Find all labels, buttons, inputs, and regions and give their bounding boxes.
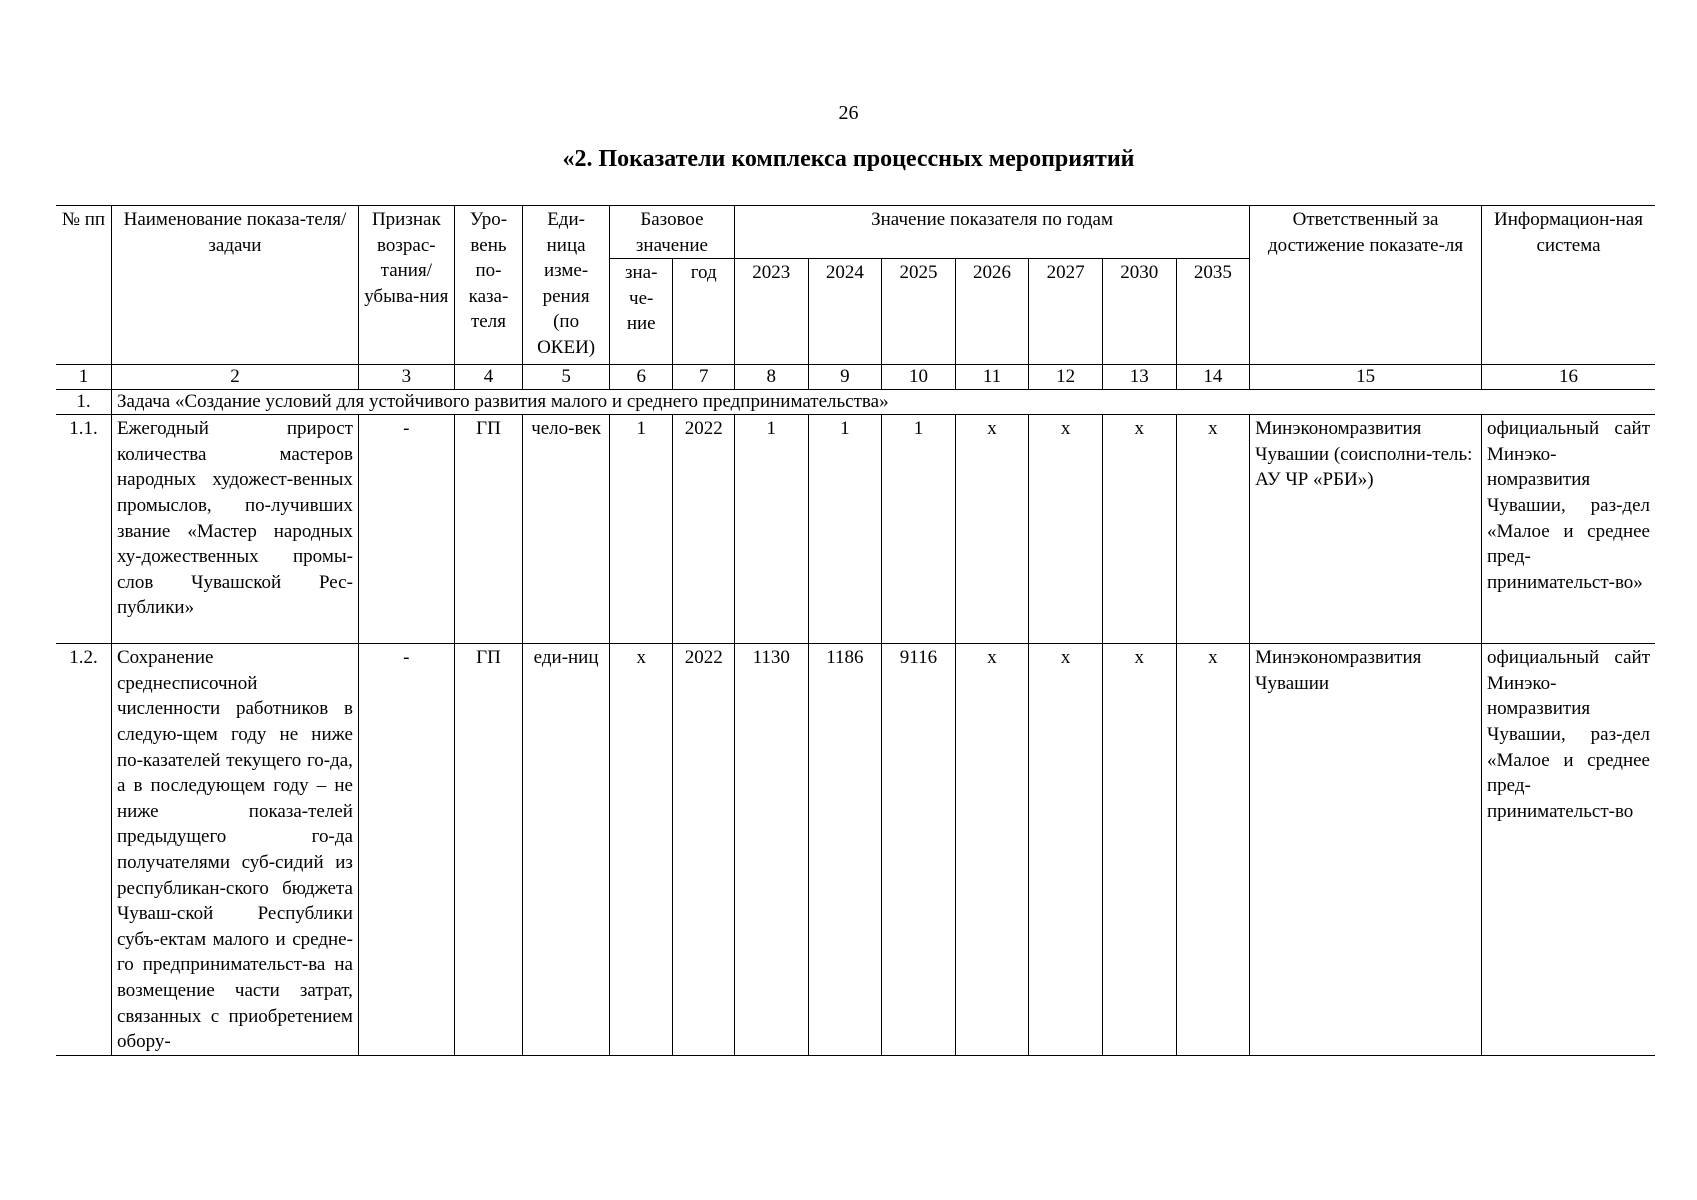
header-base-year: год [673, 259, 735, 365]
column-number: 16 [1482, 365, 1656, 390]
column-number: 12 [1029, 365, 1103, 390]
row-value-2027: х [1029, 415, 1103, 644]
row-level: ГП [454, 415, 523, 644]
indicators-table-container [56, 205, 1655, 1056]
header-level: Уро-вень по-каза-теля [454, 206, 523, 365]
column-number: 13 [1102, 365, 1176, 390]
row-value-2035: х [1176, 644, 1250, 1056]
row-responsible: Минэкономразвития Чувашии [1250, 644, 1482, 1056]
column-numbers-row [56, 365, 1655, 390]
row-base-value: х [609, 644, 673, 1056]
row-value-2023: 1130 [734, 644, 808, 1056]
column-number: 10 [882, 365, 956, 390]
row-indicator-name: Сохранение среднесписочной численности работников в следую-щем году не ниже по-казателей текущего го-да, а в последующем году – не ниже показа-телей предыдущего го-да получателями суб-сидий из республикан-ского бюджета Чуваш-ской Республики субъ-ектам малого и средне-го предпринимательст-ва на возмещение части затрат, связанных с приобретением обору- [111, 644, 358, 1056]
task-row [56, 390, 1655, 415]
row-info-system: официальный сайт Минэко-номразвития Чувашии, раз-дел «Малое и среднее пред-принимательст-во [1482, 644, 1656, 1056]
row-indicator-name: Ежегодный прирост количества мастеров народных художест-венных промыслов, по-лучивших звание «Мастер народных ху-дожественных промы-слов Чувашской Рес-публики» [111, 415, 358, 644]
header-year-2030: 2030 [1102, 259, 1176, 365]
row-responsible: Минэкономразвития Чувашии (соисполни-тель: АУ ЧР «РБИ») [1250, 415, 1482, 644]
column-number: 9 [808, 365, 882, 390]
row-num: 1.2. [56, 644, 111, 1056]
task-text: Задача «Создание условий для устойчивого развития малого и среднего предпринимательства» [111, 390, 1655, 415]
header-unit: Еди-ница изме-рения (по ОКЕИ) [523, 206, 610, 365]
indicators-table [56, 205, 1655, 1056]
header-base: Базовое значение [609, 206, 734, 259]
page-number: 26 [838, 102, 859, 124]
row-unit: еди-ниц [523, 644, 610, 1056]
row-level: ГП [454, 644, 523, 1056]
header-year-2025: 2025 [882, 259, 956, 365]
column-number: 3 [358, 365, 454, 390]
column-number: 6 [609, 365, 673, 390]
row-info-system: официальный сайт Минэко-номразвития Чувашии, раз-дел «Малое и среднее пред-принимательст-во» [1482, 415, 1656, 644]
row-value-2025: 9116 [882, 644, 956, 1056]
column-number: 7 [673, 365, 735, 390]
header-responsible: Ответственный за достижение показате-ля [1250, 206, 1482, 365]
column-number: 11 [955, 365, 1029, 390]
row-value-2026: х [955, 644, 1029, 1056]
header-year-2035: 2035 [1176, 259, 1250, 365]
header-year-2027: 2027 [1029, 259, 1103, 365]
row-value-2024: 1186 [808, 644, 882, 1056]
row-value-2026: х [955, 415, 1029, 644]
header-sign: Признак возрас-тания/ убыва-ния [358, 206, 454, 365]
header-num: № пп [56, 206, 111, 365]
row-unit: чело-век [523, 415, 610, 644]
row-value-2030: х [1102, 644, 1176, 1056]
column-number: 5 [523, 365, 610, 390]
header-base-value: зна-че-ние [609, 259, 673, 365]
table-row [56, 644, 1655, 1056]
row-value-2035: х [1176, 415, 1250, 644]
row-value-2025: 1 [882, 415, 956, 644]
row-sign: - [358, 644, 454, 1056]
row-value-2023: 1 [734, 415, 808, 644]
header-name: Наименование показа-теля/задачи [111, 206, 358, 365]
column-number: 8 [734, 365, 808, 390]
column-number: 14 [1176, 365, 1250, 390]
header-values-by-year: Значение показателя по годам [734, 206, 1249, 259]
row-base-year: 2022 [673, 644, 735, 1056]
header-year-2024: 2024 [808, 259, 882, 365]
column-number: 15 [1250, 365, 1482, 390]
task-num: 1. [56, 390, 111, 415]
row-base-value: 1 [609, 415, 673, 644]
table-row [56, 415, 1655, 644]
row-value-2027: х [1029, 644, 1103, 1056]
row-value-2030: х [1102, 415, 1176, 644]
page-title: «2. Показатели комплекса процессных мероприятий [562, 146, 1135, 172]
column-number: 2 [111, 365, 358, 390]
header-system: Информацион-ная система [1482, 206, 1656, 365]
row-num: 1.1. [56, 415, 111, 644]
header-year-2023: 2023 [734, 259, 808, 365]
row-sign: - [358, 415, 454, 644]
header-year-2026: 2026 [955, 259, 1029, 365]
row-value-2024: 1 [808, 415, 882, 644]
row-base-year: 2022 [673, 415, 735, 644]
column-number: 4 [454, 365, 523, 390]
header-row-1 [56, 206, 1655, 259]
column-number: 1 [56, 365, 111, 390]
